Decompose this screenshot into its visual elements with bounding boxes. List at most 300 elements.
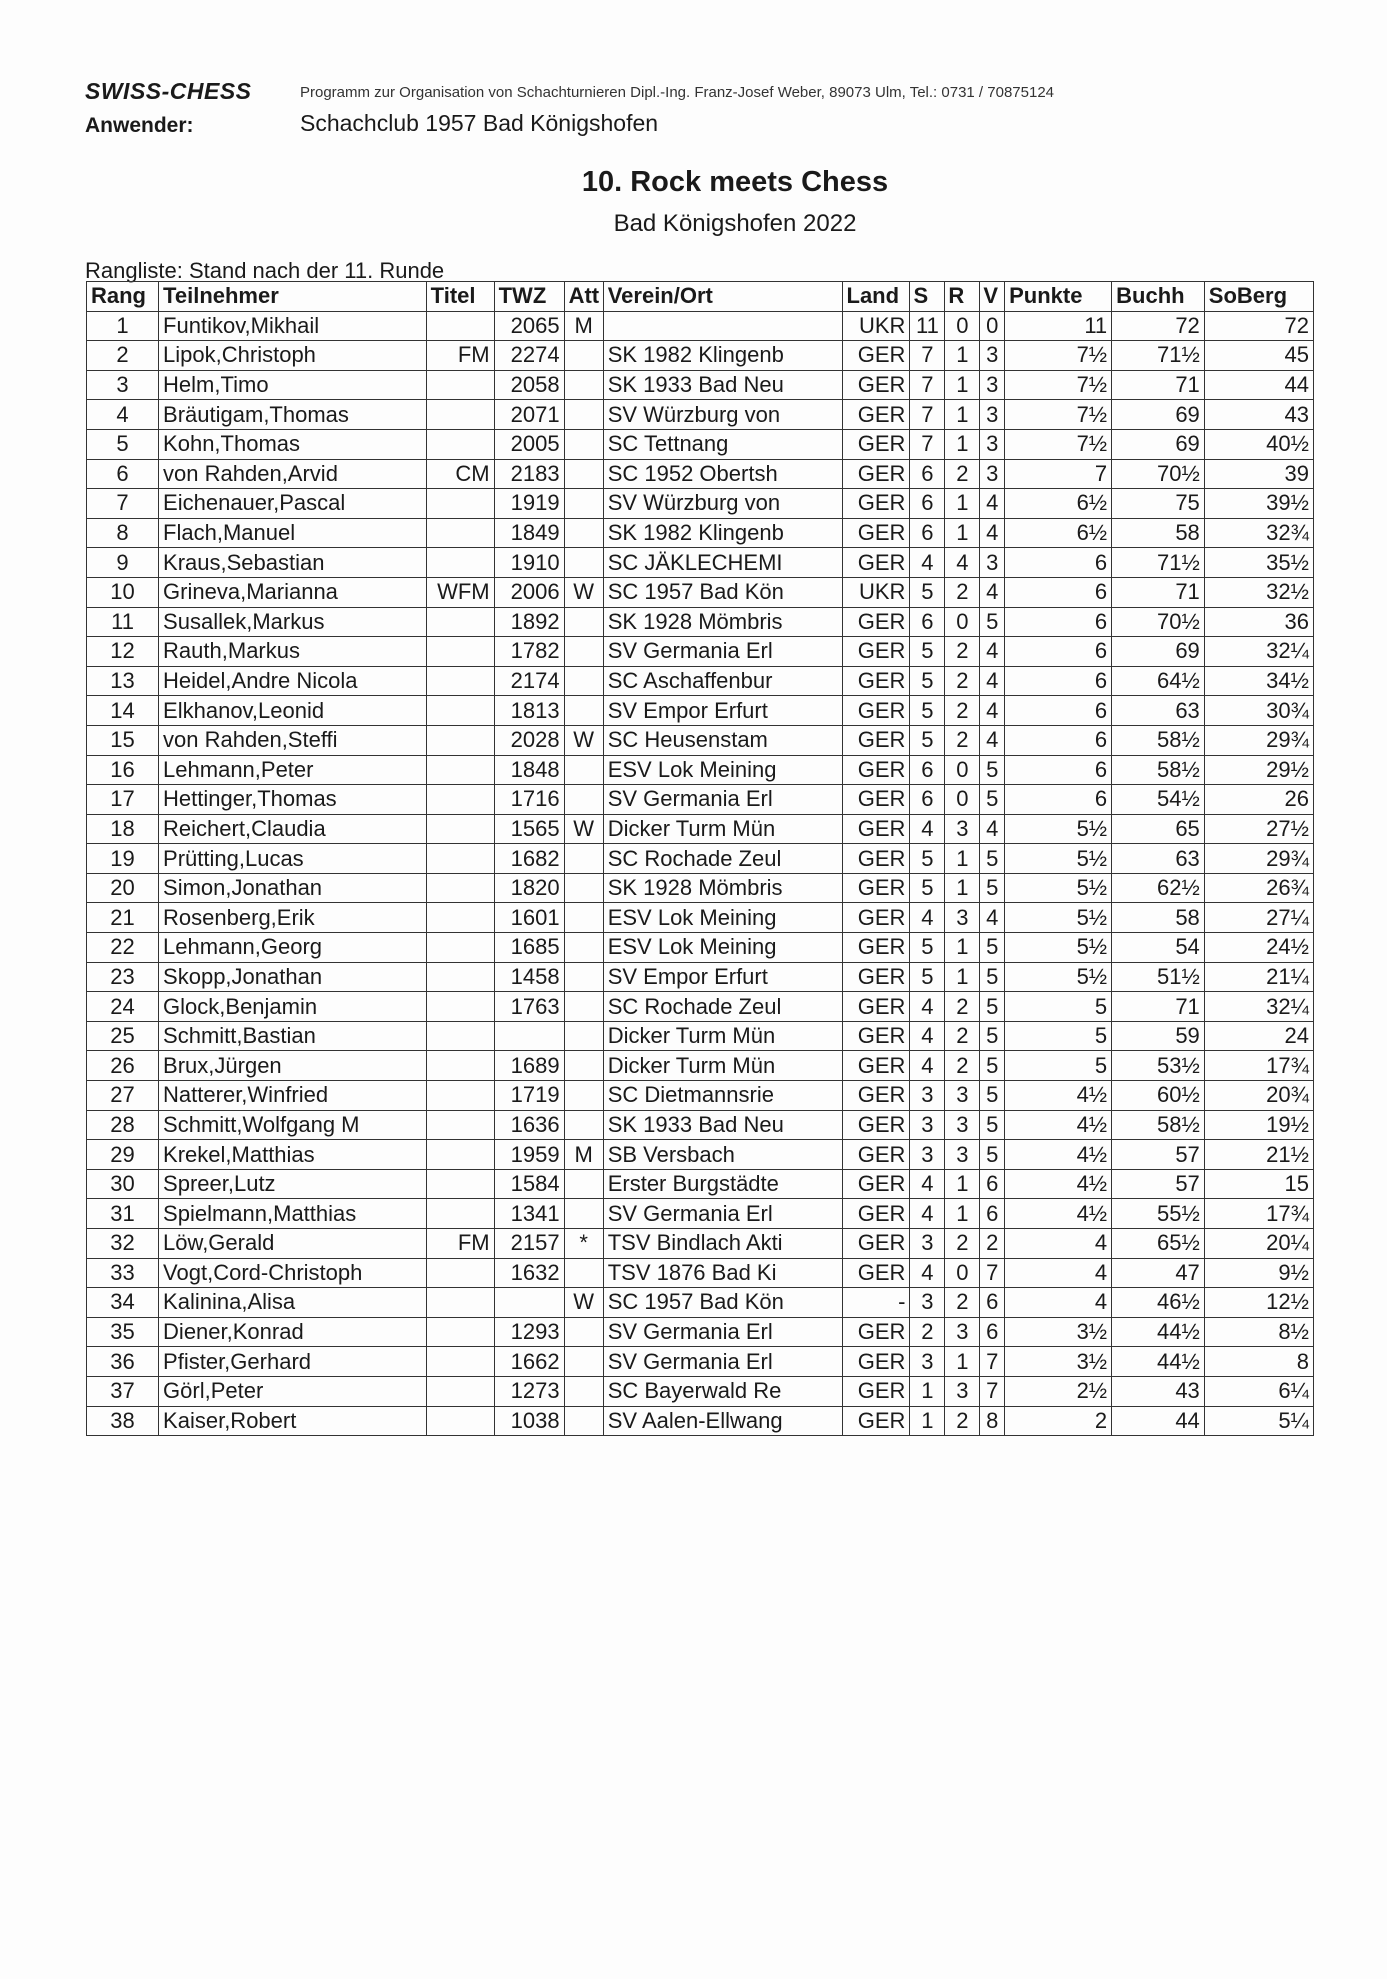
cell-buchh: 58 [1112, 903, 1205, 933]
cell-r: 1 [945, 844, 980, 874]
cell-verein: SB Versbach [603, 1140, 842, 1170]
col-header-buchh: Buchh [1112, 282, 1205, 312]
cell-name: Spielmann,Matthias [159, 1199, 427, 1229]
table-row [87, 459, 1314, 489]
cell-rang: 30 [87, 1169, 159, 1199]
cell-soberg: 43 [1204, 400, 1313, 430]
cell-buchh: 65½ [1112, 1229, 1205, 1259]
cell-v: 3 [980, 548, 1005, 578]
cell-buchh: 70½ [1112, 607, 1205, 637]
cell-titel [426, 666, 494, 696]
cell-land: GER [842, 400, 910, 430]
cell-att [564, 903, 603, 933]
cell-att: W [564, 814, 603, 844]
cell-buchh: 63 [1112, 844, 1205, 874]
cell-buchh: 60½ [1112, 1081, 1205, 1111]
cell-soberg: 21¼ [1204, 962, 1313, 992]
cell-v: 3 [980, 341, 1005, 371]
cell-punkte: 2½ [1005, 1376, 1112, 1406]
cell-name: von Rahden,Steffi [159, 725, 427, 755]
cell-titel [426, 903, 494, 933]
cell-land: - [842, 1288, 910, 1318]
cell-s: 5 [910, 666, 945, 696]
cell-rang: 1 [87, 311, 159, 341]
cell-soberg: 35½ [1204, 548, 1313, 578]
col-header-rang: Rang [87, 282, 159, 312]
cell-v: 5 [980, 755, 1005, 785]
cell-twz: 1293 [494, 1317, 564, 1347]
cell-r: 1 [945, 1169, 980, 1199]
cell-soberg: 15 [1204, 1169, 1313, 1199]
cell-att [564, 518, 603, 548]
cell-r: 1 [945, 400, 980, 430]
cell-twz: 1565 [494, 814, 564, 844]
cell-verein: Dicker Turm Mün [603, 1021, 842, 1051]
cell-r: 1 [945, 1347, 980, 1377]
cell-land: GER [842, 1347, 910, 1377]
cell-v: 3 [980, 400, 1005, 430]
table-row [87, 755, 1314, 785]
cell-verein: SC Tettnang [603, 429, 842, 459]
col-header-land: Land [842, 282, 910, 312]
cell-att [564, 341, 603, 371]
cell-s: 3 [910, 1288, 945, 1318]
table-row [87, 1406, 1314, 1436]
cell-punkte: 5 [1005, 1021, 1112, 1051]
cell-v: 5 [980, 992, 1005, 1022]
cell-buchh: 59 [1112, 1021, 1205, 1051]
cell-r: 2 [945, 577, 980, 607]
cell-punkte: 5 [1005, 992, 1112, 1022]
cell-punkte: 6 [1005, 577, 1112, 607]
cell-land: GER [842, 489, 910, 519]
cell-rang: 34 [87, 1288, 159, 1318]
cell-rang: 5 [87, 429, 159, 459]
cell-land: GER [842, 1376, 910, 1406]
cell-buchh: 47 [1112, 1258, 1205, 1288]
cell-soberg: 5¼ [1204, 1406, 1313, 1436]
cell-twz: 2274 [494, 341, 564, 371]
cell-titel [426, 755, 494, 785]
cell-s: 5 [910, 844, 945, 874]
cell-titel [426, 607, 494, 637]
cell-verein: SV Germania Erl [603, 1317, 842, 1347]
cell-r: 3 [945, 903, 980, 933]
cell-titel [426, 1081, 494, 1111]
cell-name: Görl,Peter [159, 1376, 427, 1406]
cell-name: Schmitt,Bastian [159, 1021, 427, 1051]
cell-twz [494, 1021, 564, 1051]
cell-verein [603, 311, 842, 341]
cell-twz [494, 1288, 564, 1318]
cell-r: 1 [945, 962, 980, 992]
cell-buchh: 51½ [1112, 962, 1205, 992]
cell-s: 7 [910, 370, 945, 400]
cell-att [564, 1317, 603, 1347]
table-row [87, 429, 1314, 459]
cell-r: 2 [945, 725, 980, 755]
cell-land: GER [842, 755, 910, 785]
cell-name: Hettinger,Thomas [159, 785, 427, 815]
cell-punkte: 4 [1005, 1258, 1112, 1288]
cell-r: 2 [945, 666, 980, 696]
table-header-row [87, 282, 1314, 312]
cell-titel: CM [426, 459, 494, 489]
cell-r: 2 [945, 1051, 980, 1081]
cell-v: 7 [980, 1376, 1005, 1406]
cell-punkte: 6 [1005, 785, 1112, 815]
cell-titel [426, 1258, 494, 1288]
cell-s: 5 [910, 933, 945, 963]
cell-s: 7 [910, 429, 945, 459]
cell-att [564, 755, 603, 785]
cell-verein: SV Germania Erl [603, 1199, 842, 1229]
cell-verein: Dicker Turm Mün [603, 814, 842, 844]
brand-name: SWISS-CHESS [85, 78, 252, 104]
cell-titel [426, 725, 494, 755]
table-row [87, 518, 1314, 548]
cell-r: 0 [945, 1258, 980, 1288]
cell-punkte: 3½ [1005, 1347, 1112, 1377]
cell-land: GER [842, 518, 910, 548]
cell-v: 6 [980, 1288, 1005, 1318]
cell-land: GER [842, 844, 910, 874]
cell-land: GER [842, 785, 910, 815]
cell-rang: 7 [87, 489, 159, 519]
cell-rang: 20 [87, 873, 159, 903]
cell-soberg: 72 [1204, 311, 1313, 341]
cell-s: 5 [910, 696, 945, 726]
cell-s: 7 [910, 400, 945, 430]
cell-land: GER [842, 459, 910, 489]
cell-soberg: 44 [1204, 370, 1313, 400]
cell-land: GER [842, 370, 910, 400]
cell-att [564, 785, 603, 815]
cell-r: 2 [945, 1229, 980, 1259]
cell-titel [426, 400, 494, 430]
cell-att [564, 429, 603, 459]
cell-verein: ESV Lok Meining [603, 903, 842, 933]
cell-verein: SV Empor Erfurt [603, 696, 842, 726]
cell-buchh: 69 [1112, 400, 1205, 430]
cell-twz: 2005 [494, 429, 564, 459]
cell-name: Rosenberg,Erik [159, 903, 427, 933]
cell-soberg: 24½ [1204, 933, 1313, 963]
cell-v: 4 [980, 518, 1005, 548]
cell-punkte: 3½ [1005, 1317, 1112, 1347]
cell-att [564, 1347, 603, 1377]
cell-twz: 1584 [494, 1169, 564, 1199]
cell-v: 8 [980, 1406, 1005, 1436]
table-row [87, 696, 1314, 726]
cell-soberg: 8½ [1204, 1317, 1313, 1347]
cell-name: Schmitt,Wolfgang M [159, 1110, 427, 1140]
cell-twz: 1458 [494, 962, 564, 992]
cell-rang: 4 [87, 400, 159, 430]
cell-punkte: 6 [1005, 755, 1112, 785]
cell-att [564, 459, 603, 489]
cell-punkte: 4½ [1005, 1140, 1112, 1170]
cell-att [564, 666, 603, 696]
cell-twz: 1632 [494, 1258, 564, 1288]
cell-name: Lehmann,Peter [159, 755, 427, 785]
cell-verein: SV Würzburg von [603, 400, 842, 430]
cell-buchh: 71½ [1112, 548, 1205, 578]
cell-rang: 15 [87, 725, 159, 755]
table-row [87, 903, 1314, 933]
cell-att [564, 370, 603, 400]
cell-name: Lehmann,Georg [159, 933, 427, 963]
cell-v: 3 [980, 459, 1005, 489]
cell-rang: 33 [87, 1258, 159, 1288]
cell-land: GER [842, 992, 910, 1022]
cell-verein: SK 1982 Klingenb [603, 518, 842, 548]
cell-twz: 1910 [494, 548, 564, 578]
cell-buchh: 71 [1112, 992, 1205, 1022]
cell-soberg: 17¾ [1204, 1051, 1313, 1081]
cell-punkte: 6½ [1005, 489, 1112, 519]
cell-r: 1 [945, 370, 980, 400]
cell-verein: SV Germania Erl [603, 785, 842, 815]
cell-att [564, 1169, 603, 1199]
cell-land: GER [842, 903, 910, 933]
cell-verein: TSV 1876 Bad Ki [603, 1258, 842, 1288]
cell-s: 1 [910, 1406, 945, 1436]
cell-v: 0 [980, 311, 1005, 341]
cell-verein: SK 1933 Bad Neu [603, 370, 842, 400]
cell-v: 4 [980, 696, 1005, 726]
cell-s: 3 [910, 1140, 945, 1170]
cell-buchh: 65 [1112, 814, 1205, 844]
cell-soberg: 29¾ [1204, 725, 1313, 755]
cell-r: 1 [945, 489, 980, 519]
cell-verein: SC Rochade Zeul [603, 992, 842, 1022]
cell-r: 2 [945, 1288, 980, 1318]
cell-v: 4 [980, 725, 1005, 755]
cell-rang: 27 [87, 1081, 159, 1111]
cell-v: 3 [980, 370, 1005, 400]
cell-soberg: 29¾ [1204, 844, 1313, 874]
cell-att [564, 1051, 603, 1081]
table-row [87, 1258, 1314, 1288]
cell-rang: 16 [87, 755, 159, 785]
cell-punkte: 5½ [1005, 844, 1112, 874]
cell-att [564, 1110, 603, 1140]
cell-verein: SC Dietmannsrie [603, 1081, 842, 1111]
cell-rang: 35 [87, 1317, 159, 1347]
cell-buchh: 44½ [1112, 1317, 1205, 1347]
cell-punkte: 7½ [1005, 341, 1112, 371]
cell-r: 1 [945, 873, 980, 903]
cell-titel [426, 1199, 494, 1229]
cell-land: GER [842, 933, 910, 963]
cell-v: 7 [980, 1258, 1005, 1288]
cell-verein: SC 1957 Bad Kön [603, 577, 842, 607]
cell-s: 4 [910, 1199, 945, 1229]
cell-punkte: 5½ [1005, 962, 1112, 992]
cell-twz: 1813 [494, 696, 564, 726]
cell-s: 4 [910, 548, 945, 578]
cell-rang: 32 [87, 1229, 159, 1259]
cell-titel [426, 1347, 494, 1377]
cell-name: Kraus,Sebastian [159, 548, 427, 578]
cell-soberg: 30¾ [1204, 696, 1313, 726]
cell-punkte: 6 [1005, 607, 1112, 637]
cell-s: 6 [910, 607, 945, 637]
cell-att [564, 607, 603, 637]
cell-r: 1 [945, 341, 980, 371]
cell-verein: ESV Lok Meining [603, 755, 842, 785]
cell-v: 4 [980, 814, 1005, 844]
cell-verein: Dicker Turm Mün [603, 1051, 842, 1081]
cell-soberg: 45 [1204, 341, 1313, 371]
cell-twz: 2006 [494, 577, 564, 607]
user-label: Anwender: [85, 114, 194, 137]
cell-land: GER [842, 1051, 910, 1081]
cell-titel [426, 1288, 494, 1318]
cell-att [564, 1376, 603, 1406]
cell-titel [426, 1317, 494, 1347]
cell-att [564, 696, 603, 726]
col-header-verein: Verein/Ort [603, 282, 842, 312]
cell-twz: 2065 [494, 311, 564, 341]
table-row [87, 548, 1314, 578]
cell-name: Flach,Manuel [159, 518, 427, 548]
cell-name: Grineva,Marianna [159, 577, 427, 607]
cell-punkte: 7 [1005, 459, 1112, 489]
cell-punkte: 6 [1005, 637, 1112, 667]
cell-s: 4 [910, 1021, 945, 1051]
cell-r: 1 [945, 933, 980, 963]
cell-buchh: 55½ [1112, 1199, 1205, 1229]
cell-land: GER [842, 1199, 910, 1229]
cell-buchh: 58½ [1112, 755, 1205, 785]
cell-v: 6 [980, 1169, 1005, 1199]
cell-verein: SK 1933 Bad Neu [603, 1110, 842, 1140]
cell-r: 3 [945, 1081, 980, 1111]
cell-soberg: 32¾ [1204, 518, 1313, 548]
table-row [87, 400, 1314, 430]
cell-twz: 1820 [494, 873, 564, 903]
ranking-caption: Rangliste: Stand nach der 11. Runde [85, 258, 445, 283]
cell-twz: 1682 [494, 844, 564, 874]
cell-r: 3 [945, 814, 980, 844]
cell-r: 1 [945, 518, 980, 548]
cell-soberg: 40½ [1204, 429, 1313, 459]
cell-land: GER [842, 1140, 910, 1170]
cell-twz: 1716 [494, 785, 564, 815]
cell-soberg: 17¾ [1204, 1199, 1313, 1229]
cell-titel [426, 1110, 494, 1140]
cell-titel [426, 518, 494, 548]
table-row [87, 1229, 1314, 1259]
cell-soberg: 26 [1204, 785, 1313, 815]
cell-soberg: 8 [1204, 1347, 1313, 1377]
cell-titel [426, 933, 494, 963]
cell-land: GER [842, 1317, 910, 1347]
cell-punkte: 5½ [1005, 933, 1112, 963]
cell-s: 4 [910, 903, 945, 933]
cell-land: GER [842, 1081, 910, 1111]
cell-r: 3 [945, 1317, 980, 1347]
cell-buchh: 71½ [1112, 341, 1205, 371]
cell-buchh: 71 [1112, 577, 1205, 607]
cell-verein: SK 1928 Mömbris [603, 873, 842, 903]
cell-punkte: 4 [1005, 1288, 1112, 1318]
cell-land: GER [842, 696, 910, 726]
cell-titel [426, 814, 494, 844]
cell-v: 4 [980, 903, 1005, 933]
cell-twz: 2028 [494, 725, 564, 755]
cell-verein: SC Heusenstam [603, 725, 842, 755]
cell-rang: 19 [87, 844, 159, 874]
cell-twz: 1919 [494, 489, 564, 519]
cell-att: * [564, 1229, 603, 1259]
cell-punkte: 4½ [1005, 1169, 1112, 1199]
cell-name: Lipok,Christoph [159, 341, 427, 371]
cell-r: 2 [945, 696, 980, 726]
cell-punkte: 5 [1005, 1051, 1112, 1081]
cell-verein: SV Aalen-Ellwang [603, 1406, 842, 1436]
cell-titel [426, 992, 494, 1022]
table-row [87, 873, 1314, 903]
cell-rang: 2 [87, 341, 159, 371]
cell-rang: 3 [87, 370, 159, 400]
col-header-punkte: Punkte [1005, 282, 1112, 312]
cell-soberg: 24 [1204, 1021, 1313, 1051]
table-row [87, 1376, 1314, 1406]
cell-r: 2 [945, 637, 980, 667]
cell-v: 5 [980, 1021, 1005, 1051]
cell-s: 4 [910, 1051, 945, 1081]
cell-s: 3 [910, 1081, 945, 1111]
table-row [87, 666, 1314, 696]
col-header-r: R [945, 282, 980, 312]
cell-r: 0 [945, 311, 980, 341]
cell-verein: ESV Lok Meining [603, 933, 842, 963]
cell-twz: 2058 [494, 370, 564, 400]
cell-twz: 1662 [494, 1347, 564, 1377]
cell-name: Kalinina,Alisa [159, 1288, 427, 1318]
table-row [87, 1110, 1314, 1140]
table-row [87, 1140, 1314, 1170]
cell-att: W [564, 1288, 603, 1318]
cell-punkte: 4½ [1005, 1199, 1112, 1229]
cell-r: 1 [945, 429, 980, 459]
cell-s: 5 [910, 637, 945, 667]
cell-titel [426, 637, 494, 667]
cell-rang: 18 [87, 814, 159, 844]
cell-punkte: 5½ [1005, 903, 1112, 933]
cell-twz: 1601 [494, 903, 564, 933]
cell-twz: 1038 [494, 1406, 564, 1436]
cell-s: 1 [910, 1376, 945, 1406]
cell-v: 5 [980, 785, 1005, 815]
cell-name: Spreer,Lutz [159, 1169, 427, 1199]
cell-v: 5 [980, 873, 1005, 903]
ranking-table [86, 281, 1314, 1436]
cell-r: 0 [945, 785, 980, 815]
cell-att [564, 400, 603, 430]
cell-r: 3 [945, 1140, 980, 1170]
cell-att: M [564, 1140, 603, 1170]
table-row [87, 785, 1314, 815]
table-row [87, 933, 1314, 963]
cell-s: 3 [910, 1110, 945, 1140]
cell-buchh: 75 [1112, 489, 1205, 519]
cell-rang: 31 [87, 1199, 159, 1229]
col-header-att: Att [564, 282, 603, 312]
